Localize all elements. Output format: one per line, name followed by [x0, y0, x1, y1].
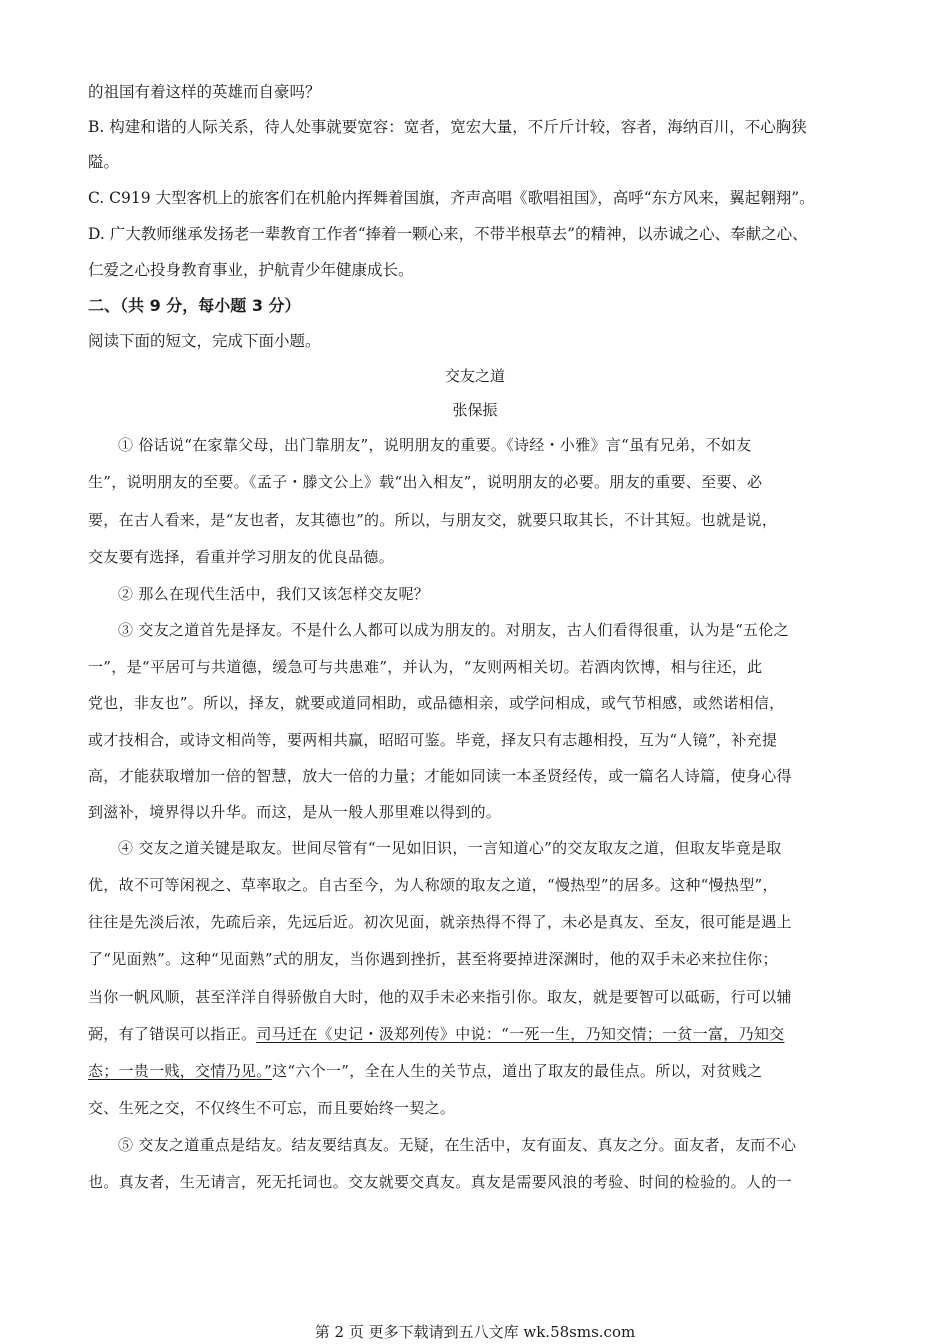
paragraph-4-line: 往往是先淡后浓，先疏后亲，先远后近。初次见面，就亲热得不得了，未必是真友、至友，很可能是遇上	[88, 913, 792, 931]
underlined-quote: 司马迁在《史记・汲郑列传》中说：“一死一生，乃知交情；一贫一富，乃知交	[256, 1025, 785, 1043]
section-instruction: 阅读下面的短文，完成下面小题。	[88, 332, 321, 350]
article-author: 张保振	[452, 401, 498, 419]
article-title: 交友之道	[444, 367, 505, 385]
paragraph-5-line: ⑤ 交友之道重点是结友。结友要结真友。无疑，在生活中，友有面友、真友之分。面友者，友而不心	[118, 1136, 797, 1154]
paragraph-4-line	[88, 1061, 878, 1081]
paragraph-4-line: 优，故不可等闲视之、草率取之。自古至今，为人称颂的取友之道，“慢热型”的居多。这种“慢热型”，	[88, 876, 778, 894]
paragraph-3-line: 到滋补，境界得以升华。而这，是从一般人那里难以得到的。	[88, 803, 502, 821]
paragraph-4-line: 当你一帆风顺，甚至洋洋自得骄傲自大时，他的双手未必来指引你。取友，就是要智可以砥砺，行可以辅	[88, 988, 792, 1006]
underlined-quote: 态；一贵一贱，交情乃见。”	[88, 1062, 273, 1080]
paragraph-4-line	[88, 1024, 878, 1044]
paragraph-1-line: 要，在古人看来，是“友也者，友其德也”的。所以，与朋友交，就要只取其长，不计其短。也就是说，	[88, 511, 778, 529]
paragraph-5-line: 也。真友者，生无请言，死无托词也。交友就要交真友。真友是需要风浪的考验、时间的检验的。人的一	[88, 1173, 792, 1191]
option-b-line1: B. 构建和谐的人际关系，待人处事就要宽容：宽者，宽宏大量，不斤斤计较，容者，海纳百川，不心胸狭	[88, 118, 807, 136]
paragraph-3-line: 或才技相合，或诗文相尚等，要两相共赢，昭昭可鉴。毕竟，择友只有志趣相投，互为“人镜”，补充提	[88, 731, 778, 749]
paragraph-1-line: 交友要有选择，看重并学习朋友的优良品德。	[88, 548, 395, 566]
option-a-tail: 的祖国有着这样的英雄而自豪吗？	[88, 83, 321, 101]
paragraph-4-line: ④ 交友之道关键是取友。世间尽管有“一见如旧识，一言知道心”的交友取友之道，但取友毕竟是取	[118, 839, 782, 857]
paragraph-1-line: ① 俗话说“在家靠父母，出门靠朋友”，说明朋友的重要。《诗经・小雅》言“虽有兄弟，不如友	[118, 436, 752, 454]
paragraph-2-line: ② 那么在现代生活中，我们又该怎样交友呢？	[118, 585, 430, 603]
paragraph-3-line: 高，才能获取增加一倍的智慧，放大一倍的力量；才能如同读一本圣贤经传，或一篇名人诗篇，使身心得	[88, 767, 792, 785]
plain-text: 这“六个一”，全在人生的关节点，道出了取友的最佳点。所以，对贫贱之	[272, 1062, 763, 1080]
paragraph-3-line: 党也，非友也”。所以，择友，就要或道同相助，或品德相亲，或学问相成，或气节相感，或然诺相信，	[88, 694, 785, 712]
section-heading: 二、（共 9 分，每小题 3 分）	[88, 296, 301, 315]
option-d-line1: D. 广大教师继承发扬老一辈教育工作者“捧着一颗心来，不带半根草去”的精神，以赤诚之心、奉献之心、	[88, 225, 808, 243]
option-b-line2: 隘。	[88, 153, 120, 171]
page-footer: 第 2 页 更多下载请到五八文库 wk.58sms.com	[314, 1323, 636, 1341]
paragraph-3-line: ③ 交友之道首先是择友。不是什么人都可以成为朋友的。对朋友，古人们看得很重，认为是“五伦之	[118, 621, 789, 639]
plain-text: 弼，有了错误可以指正。	[88, 1025, 257, 1043]
option-d-line2: 仁爱之心投身教育事业，护航青少年健康成长。	[88, 261, 414, 279]
paragraph-1-line: 生”，说明朋友的至要。《孟子・滕文公上》载“出入相友”，说明朋友的必要。朋友的重要、至要、必	[88, 473, 763, 491]
option-c-line1: C. C919 大型客机上的旅客们在机舱内挥舞着国旗，齐声高唱《歌唱祖国》，高呼“东方风来，翼起翱翔”。	[88, 189, 815, 207]
paragraph-4-line: 交、生死之交，不仅终生不可忘，而且要始终一契之。	[88, 1099, 456, 1117]
paragraph-3-line: 一”，是“平居可与共道德，缓急可与共患难”，并认为，“友则两相关切。若酒肉饮博，相与往还，此	[88, 658, 763, 676]
paragraph-4-line: 了“见面熟”。这种“见面熟”式的朋友，当你遇到挫折，甚至将要掉进深渊时，他的双手未必来拉住你；	[88, 950, 778, 968]
